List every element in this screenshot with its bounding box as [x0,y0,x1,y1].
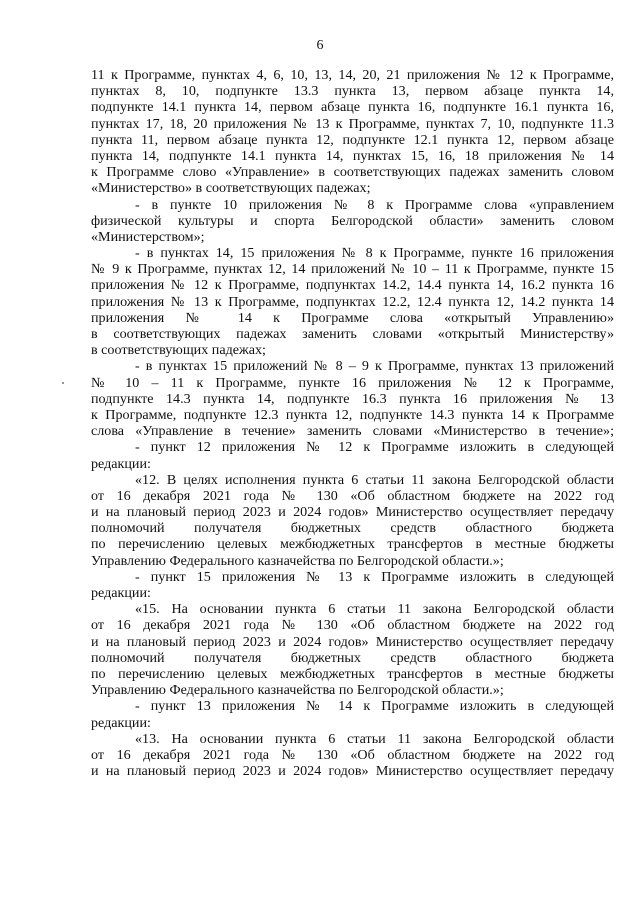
text-line: редакции: [91,585,151,601]
text-line: - пункт 12 приложения № 12 к Программе изложить в следующей [135,439,614,456]
text-line: и на плановый период 2023 и 2024 годов» Министерство осуществляет передачу [91,763,614,780]
page-number: 6 [316,38,324,53]
text-line: по перечислению целевых межбюджетных трансфертов в местные бюджеты [91,536,614,553]
text-line: № 10 – 11 к Программе, пункте 16 приложения № 12 к Программе, [91,374,614,391]
text-line: слова «Управление в течение» заменить словами «Министерство в течение»; [91,423,614,440]
text-line: к Программе, подпункте 12.3 пункта 12, подпункте 14.3 пункта 14 к Программе [91,406,614,423]
text-line: - пункт 13 приложения № 14 к Программе изложить в следующей [135,698,614,715]
document-body [91,67,614,779]
text-line: в соответствующих падежах; [91,342,266,359]
text-line: от 16 декабря 2021 года № 130 «Об областном бюджете на 2022 год [91,617,614,634]
text-line: - в пункте 10 приложения № 8 к Программе слова «управлением [135,196,614,213]
text-line: редакции: [91,455,151,472]
text-line: по перечислению целевых межбюджетных трансфертов в местные бюджеты [91,665,614,682]
text-line: к Программе слово «Управление» в соответствующих падежах заменить словом [91,164,614,181]
text-line: подпункте 14.1 пункта 14, первом абзаце пункта 16, подпункте 16.1 пункта 16, [91,99,614,116]
text-line: полномочий получателя бюджетных средств областного бюджета [91,649,614,666]
text-line: пункта 11, первом абзаце пункта 12, подпункте 12.1 пункта 12, первом абзаце [91,131,614,148]
text-line: Управлению Федерального казначейства по Белгородской области.»; [91,552,504,569]
text-line: приложения № 13 к Программе, подпунктах 12.2, 12.4 пункта 12, 14.2 пункта 14 [91,293,614,310]
text-line: в соответствующих падежах заменить словами «открытый Министерству» [91,326,614,342]
text-line: «15. На основании пункта 6 статьи 11 закона Белгородской области [135,601,614,618]
text-line: подпункте 14.3 пункта 14, подпункте 16.3 пункта 16 приложения № 13 [91,390,614,407]
text-line: «Министерством»; [91,228,205,245]
text-line: Управлению Федерального казначейства по Белгородской области.»; [91,682,504,699]
text-line: полномочий получателя бюджетных средств областного бюджета [91,520,614,537]
text-line: от 16 декабря 2021 года № 130 «Об областном бюджете на 2022 год [91,746,614,763]
text-line: № 9 к Программе, пунктах 12, 14 приложений № 10 – 11 к Программе, пункте 15 [91,261,614,278]
text-line: физической культуры и спорта Белгородской области» заменить словом [91,212,614,229]
text-line: пунктах 8, 10, подпункте 13.3 пункта 13, первом абзаце пункта 14, [91,83,614,100]
text-line: «Министерство» в соответствующих падежах; [91,180,371,197]
text-line: - в пунктах 15 приложений № 8 – 9 к Программе, пунктах 13 приложений [135,358,614,375]
text-line: 11 к Программе, пунктах 4, 6, 10, 13, 14, 20, 21 приложения № 12 к Программе, [91,67,614,83]
text-line: и на плановый период 2023 и 2024 годов» Министерство осуществляет передачу [91,633,614,650]
text-line: «12. В целях исполнения пункта 6 статьи 11 закона Белгородской области [135,471,614,488]
text-line: приложения № 12 к Программе, подпунктах 14.2, 14.4 пункта 14, 16.2 пункта 16 [91,277,614,294]
text-line: и на плановый период 2023 и 2024 годов» Министерство осуществляет передачу [91,504,614,521]
text-line: пунктах 17, 18, 20 приложения № 13 к Программе, пунктах 7, 10, подпункте 11.3 [91,115,614,132]
scan-speck [62,382,64,384]
text-line: «13. На основании пункта 6 статьи 11 закона Белгородской области [135,730,614,747]
text-line: от 16 декабря 2021 года № 130 «Об областном бюджете на 2022 год [91,487,614,504]
text-line: редакции: [91,714,151,731]
text-line: - пункт 15 приложения № 13 к Программе изложить в следующей [135,568,614,585]
text-line: пункта 14, подпункте 14.1 пункта 14, пунктах 15, 16, 18 приложения № 14 [91,147,614,164]
text-line: - в пунктах 14, 15 приложения № 8 к Программе, пункте 16 приложения [135,245,614,262]
text-line: приложения № 14 к Программе слова «открытый Управлению» [91,309,614,326]
